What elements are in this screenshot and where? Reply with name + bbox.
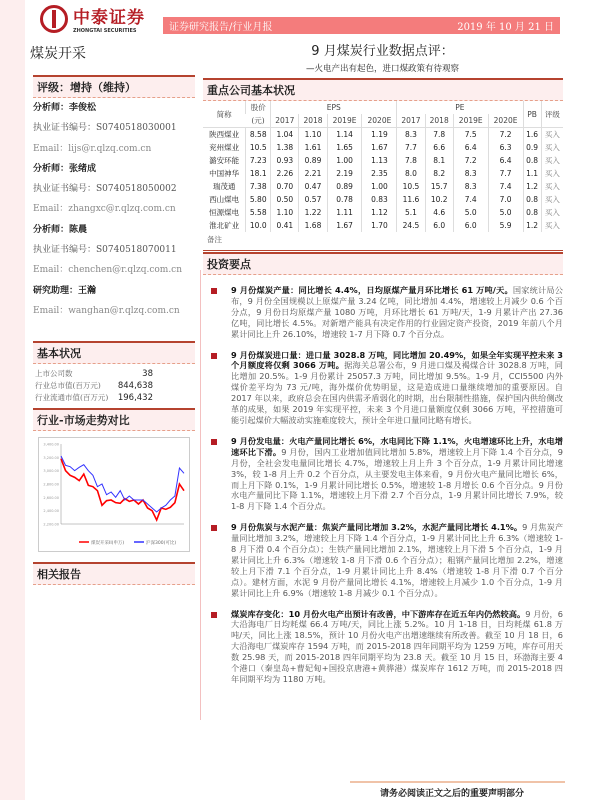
basic-info-panel	[33, 341, 195, 585]
col-year: 2017	[397, 114, 425, 128]
analyst-cert: 执业证书编号：S0740518050002	[33, 184, 177, 195]
basic-value: 844,638	[117, 381, 153, 391]
trend-title: 行业-市场走势对比	[33, 408, 195, 431]
table-cell: 6.4	[488, 154, 523, 167]
col-eps: EPS	[271, 101, 397, 114]
table-cell: 15.7	[425, 180, 453, 193]
y-tick-label: 2,200.00	[43, 522, 59, 527]
analyst-panel	[33, 75, 195, 321]
table-cell: 0.9	[523, 141, 541, 154]
table-cell: 24.5	[397, 219, 425, 232]
col-year: 2020E	[488, 114, 523, 128]
table-cell: 7.5	[453, 128, 488, 142]
table-cell: 1.2	[523, 180, 541, 193]
table-cell: 5.9	[488, 219, 523, 232]
assistant-name: 研究助理：王瀚	[33, 285, 97, 296]
table-cell: 8.0	[397, 167, 425, 180]
table-cell: 0.8	[523, 193, 541, 206]
bullet-marker-icon	[211, 353, 217, 359]
table-row	[203, 154, 563, 167]
table-note: 备注	[203, 232, 563, 251]
bullet-body: 国家统计局公布，9 月份全国规模以上原煤产量 3.24 亿吨，同比增加 4.4%，增速较上月减少 0.6 个百分点，9 月份日均原煤产量 1080 万吨，月环比增长 61 万吨/天，1-9 月累计产出 27.36 亿吨，同比增长 4.5%。对新增产能具有决定作用的行业固定资产投资，2019 年前八个月累计同比上升 26.10%，增速较 1-7 月下降 0.7 个百分点。	[231, 285, 563, 339]
divider	[200, 270, 201, 720]
basic-value: 38	[142, 369, 153, 379]
analyst-cert: 执业证书编号：S0740518070011	[33, 245, 177, 256]
table-cell: 1.65	[327, 141, 362, 154]
bullet-marker-icon	[211, 439, 217, 445]
sector-name: 煤炭开采	[30, 46, 86, 62]
table-cell: 0.41	[271, 219, 299, 232]
table-cell: 0.83	[362, 193, 397, 206]
report-date: 2019 年 10 月 21 日	[457, 22, 554, 33]
table-cell: 18.1	[246, 167, 271, 180]
table-cell: 7.0	[488, 193, 523, 206]
table-cell: 2.21	[299, 167, 327, 180]
table-cell: 8.1	[425, 154, 453, 167]
footer-disclaimer: 请务必阅读正文之后的重要声明部分	[380, 789, 525, 799]
basic-key: 行业流通市值(百万元)	[35, 393, 109, 402]
table-cell: 1.70	[362, 219, 397, 232]
table-row	[203, 206, 563, 219]
table-cell: 0.70	[271, 180, 299, 193]
table-cell: 1.10	[299, 128, 327, 142]
trend-chart-svg	[39, 438, 189, 551]
col-price-unit: (元)	[251, 116, 265, 125]
related-reports-title: 相关报告	[33, 562, 195, 585]
table-cell: 1.13	[362, 154, 397, 167]
table-cell: 5.58	[246, 206, 271, 219]
bullet-lead: 9 月份煤炭产量：同比增长 4.4%，日均原煤产量月环比增长 61 万吨/天。	[231, 285, 513, 295]
table-cell: 0.8	[523, 206, 541, 219]
table-cell: 1.12	[362, 206, 397, 219]
analyst-name: 分析师：张绪成	[33, 163, 97, 174]
table-cell: 1.2	[523, 219, 541, 232]
y-tick-label: 3,200.00	[43, 455, 59, 460]
table-cell: 买入	[541, 154, 563, 167]
table-cell: 6.6	[425, 141, 453, 154]
table-row	[203, 128, 563, 142]
table-cell: 8.3	[453, 180, 488, 193]
table-cell: 1.61	[299, 141, 327, 154]
table-cell: 陕西煤业	[209, 130, 240, 139]
y-tick-label: 2,800.00	[43, 482, 59, 487]
bullet-body: 9 月份，国内工业增加值同比增加 5.8%，增速较上月下降 1.4 个百分点，9 月份，全社会发电量同比增长 4.7%，增速较上月上升 3 个百分点，1-9 月累计同比增速 3%，较 1-8 月上升 0.2 个百分点，从主要发电主体来看，9 月份火电产量同比增长 6%，而上月下降 0.1%，1-9 月累计同比增长 0.5%，增速较 1-8 月增长 0.6 个百分点。9 月份水电产量同比下降 1.1%，增速较上月下滑 2.7 个百分点，1-9 月累计同比增长 7.9%，较 1-8 月下降 1.4 个百分点。	[231, 446, 563, 512]
table-cell: 2.26	[271, 167, 299, 180]
table-cell: 2.35	[362, 167, 397, 180]
table-cell: 兖州煤业	[209, 143, 240, 152]
table-cell: 恒源煤电	[209, 208, 240, 217]
investment-bullet	[203, 522, 563, 598]
y-tick-label: 3,000.00	[43, 469, 59, 474]
footer-divider	[350, 781, 565, 783]
table-cell: 0.50	[271, 193, 299, 206]
table-cell: 7.8	[425, 128, 453, 142]
table-row	[203, 180, 563, 193]
table-cell: 7.8	[397, 154, 425, 167]
table-cell: 1.22	[299, 206, 327, 219]
bullet-lead: 9 月份煤炭进口量：进口量 3028.8 万吨，同比增加 20.49%，如果全年实现平控未来 3 个月额度将仅剩 3066 万吨。	[231, 349, 563, 371]
table-row	[203, 167, 563, 180]
legend-label: 沪深300(可比)	[146, 541, 177, 546]
y-tick-label: 2,400.00	[43, 509, 59, 514]
table-cell: 7.4	[453, 193, 488, 206]
investment-bullet	[203, 285, 563, 340]
report-title: 9 月煤炭行业数据点评：	[311, 44, 454, 59]
bullet-lead: 煤炭库存变化：10 月份火电产出预计有改善，中下游库存在近五年内仍然较高。	[231, 608, 526, 619]
table-cell: 买入	[541, 180, 563, 193]
analyst-email[interactable]: Email：lijs@r.qlzq.com.cn	[33, 143, 152, 154]
table-cell: 1.04	[271, 128, 299, 142]
table-cell: 1.6	[523, 128, 541, 142]
table-row	[203, 219, 563, 232]
investment-bullet	[203, 436, 563, 512]
investment-bullet	[203, 350, 563, 426]
table-cell: 10.2	[425, 193, 453, 206]
basic-row	[35, 368, 193, 380]
table-cell: 1.10	[271, 206, 299, 219]
table-cell: 买入	[541, 167, 563, 180]
basic-value: 196,432	[117, 393, 153, 403]
y-tick-label: 2,600.00	[43, 495, 59, 500]
table-row	[203, 193, 563, 206]
bullet-marker-icon	[211, 288, 217, 294]
table-cell: 1.00	[327, 154, 362, 167]
table-cell: 7.23	[246, 154, 271, 167]
bullet-marker-icon	[211, 612, 217, 618]
bullet-body: 9 月份，6 大沿海电厂日均耗煤 66.4 万吨/天，同比上涨 5.2%。10 月 1-18 日，日均耗煤 61.8 万吨/天，同比上涨 18.5%，预计 10 月份火电产出增速继续有所改善。截至 10 月 18 日，6 大沿海电厂煤炭库存 1594 万吨，而 2015-2018 四年同期平均为 1259 万吨，库存可用天数 25.98 天，而 2015-2018 四年同期平均为 23.8 天。截至 10 月 15 日，环渤海主要 4 个港口（秦皇岛+曹妃甸+国投京唐港+黄骅港）煤炭库存 1612 万吨，而 2015-2018 四年同期平均为 1180 万吨。	[231, 608, 563, 684]
col-year: 2020E	[362, 114, 397, 128]
table-cell: 7.4	[488, 180, 523, 193]
table-cell: 西山煤电	[209, 195, 240, 204]
table-cell: 1.11	[327, 206, 362, 219]
analyst-email[interactable]: Email：chenchen@r.qlzq.com.cn	[33, 265, 183, 276]
table-cell: 8.58	[246, 128, 271, 142]
table-cell: 7.7	[488, 167, 523, 180]
logo-mark-icon	[40, 5, 68, 33]
table-cell: 0.57	[299, 193, 327, 206]
trend-chart	[38, 437, 190, 552]
investment-bullet	[203, 609, 563, 685]
logo-en: ZHONGTAI SECURITIES	[73, 28, 137, 34]
table-cell: 1.00	[362, 180, 397, 193]
table-cell: 瑞茂通	[212, 182, 236, 191]
table-cell: 6.0	[425, 219, 453, 232]
table-cell: 潞安环能	[209, 156, 240, 165]
company-table-title: 重点公司基本状况	[203, 78, 563, 101]
table-cell: 1.19	[362, 128, 397, 142]
col-rating: 评级	[541, 101, 563, 128]
y-tick-label: 3,400.00	[43, 442, 59, 447]
table-cell: 0.93	[271, 154, 299, 167]
table-cell: 0.47	[299, 180, 327, 193]
table-cell: 5.0	[453, 206, 488, 219]
basic-row	[35, 380, 193, 392]
bullet-lead: 9 月份焦炭与水泥产量：焦炭产量同比增加 3.2%，水泥产量同比增长 4.1%。	[231, 522, 523, 533]
logo-cn: 中泰证券	[73, 8, 145, 28]
col-year: 2019E	[327, 114, 362, 128]
investment-points	[203, 252, 563, 695]
analyst-email[interactable]: Email：zhangxc@r.qlzq.com.cn	[33, 204, 176, 215]
table-cell: 10.5	[397, 180, 425, 193]
basic-key: 行业总市值(百万元)	[35, 381, 101, 390]
table-cell: 1.38	[271, 141, 299, 154]
table-cell: 11.6	[397, 193, 425, 206]
table-cell: 中国神华	[209, 169, 240, 178]
legend-label: 煤炭开采II(申万)	[91, 541, 125, 546]
bullet-body: 据海关总署公布，9 月进口煤及褐煤合计 3028.8 万吨，同比增加 20.5%。1-9 月份累计 25057.3 万吨，同比增加 9.5%。1-9 月，CCI5500 内外煤价差平均为 73 元/吨，海外煤价优势明显，这是造成进口量继续增加的重要原因。自 2017 年以来，政府总会在国内供需矛盾弱化的时期，出台限制性措施，保护国内供给侧改革的成果，如果 2019 年实现平控，未来 3 个月进口量额度仅剩 3066 万吨，平控措施可能引起煤价大幅波动实施难度较大，预计全年进口量同比略有增长。	[231, 360, 563, 425]
table-cell: 7.2	[488, 128, 523, 142]
table-cell: 0.78	[327, 193, 362, 206]
col-year: 2018	[299, 114, 327, 128]
table-cell: 0.8	[523, 154, 541, 167]
page-margin-strip	[0, 0, 25, 800]
table-cell: 买入	[541, 206, 563, 219]
table-cell: 买入	[541, 219, 563, 232]
basic-info-title: 基本状况	[33, 341, 195, 364]
company-table-panel	[203, 78, 563, 251]
table-cell: 7.7	[397, 141, 425, 154]
table-cell: 6.3	[488, 141, 523, 154]
table-cell: 买入	[541, 141, 563, 154]
bullet-body: 9 月焦炭产量同比增加 3.2%，增速较上月下降 1.4 个百分点，1-9 月累计同比上升 6.3%（增速较 1-8 月下滑 0.4 个百分点）；生铁产量同比增加 2.1%，增速较上月下滑 5 个百分点，1-9 月累计同比上升 6.3%（增速较 1-8 月下滑 0.6 个百分点）；粗钢产量同比增加 2.2%，增速较上月下滑 7.1 个百分点，1-9 月累计同比上升 8.4%（增速较 1-8 月下滑 0.7 个百分点）。建材方面，水泥 9 月份产量同比增长 4.1%，增速较上月减少 1.0 个百分点，1-9 月累计同比上升 6.9%（增速较 1-8 月减少 0.1 个百分点）。	[231, 522, 564, 598]
report-type: 证券研究报告/行业月报	[169, 22, 273, 33]
bullet-lead: 9 月份发电量：火电产量同比增长 6%，水电同比下降 1.1%，火电增速环比上升，水电增速环比下滑。	[231, 435, 563, 457]
analyst-cert: 执业证书编号：S0740518030001	[33, 123, 177, 134]
rating: 评级：增持（维持）	[33, 75, 195, 98]
col-price: 股价	[246, 101, 271, 114]
basic-row	[35, 392, 193, 404]
report-type-band	[163, 17, 560, 34]
report-subtitle: —火电产出有起色，进口煤政策有待观察	[305, 64, 459, 74]
table-cell: 1.14	[327, 128, 362, 142]
table-cell: 5.0	[488, 206, 523, 219]
table-cell: 8.3	[453, 167, 488, 180]
table-cell: 8.3	[397, 128, 425, 142]
col-year: 2019E	[453, 114, 488, 128]
bullet-marker-icon	[211, 525, 217, 531]
table-cell: 6.4	[453, 141, 488, 154]
table-row	[203, 141, 563, 154]
basic-key: 上市公司数	[35, 369, 73, 378]
table-cell: 淮北矿业	[209, 221, 240, 230]
table-cell: 买入	[541, 193, 563, 206]
table-cell: 1.1	[523, 167, 541, 180]
table-cell: 6.0	[453, 219, 488, 232]
table-cell: 1.68	[299, 219, 327, 232]
table-cell: 0.89	[327, 180, 362, 193]
assistant-email[interactable]: Email：wanghan@r.qlzq.com.cn	[33, 305, 180, 316]
col-pb: PB	[523, 101, 541, 128]
table-cell: 买入	[541, 128, 563, 142]
analyst-name: 分析师：陈晨	[33, 224, 88, 235]
table-cell: 5.80	[246, 193, 271, 206]
table-cell: 7.2	[453, 154, 488, 167]
table-cell: 7.38	[246, 180, 271, 193]
company-logo	[40, 3, 145, 34]
analyst-name: 分析师：李俊松	[33, 103, 97, 113]
col-pe: PE	[397, 101, 523, 114]
col-year: 2018	[425, 114, 453, 128]
table-cell: 8.2	[425, 167, 453, 180]
table-cell: 4.6	[425, 206, 453, 219]
table-cell: 5.1	[397, 206, 425, 219]
series-line-0	[61, 459, 184, 520]
col-name: 简称	[216, 109, 232, 119]
table-cell: 1.67	[327, 219, 362, 232]
col-year: 2017	[271, 114, 299, 128]
series-line-1	[61, 456, 184, 512]
table-cell: 0.89	[299, 154, 327, 167]
company-table	[203, 101, 563, 232]
table-cell: 10.5	[246, 141, 271, 154]
table-cell: 1.67	[362, 141, 397, 154]
investment-title: 投资要点	[203, 252, 563, 275]
table-cell: 10.0	[246, 219, 271, 232]
table-cell: 2.19	[327, 167, 362, 180]
